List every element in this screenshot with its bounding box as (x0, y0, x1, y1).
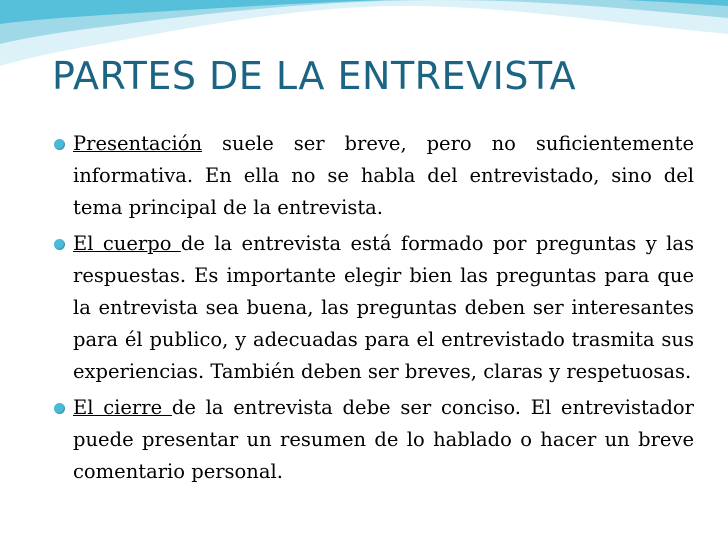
bullet-item-presentacion (52, 128, 694, 224)
bullet-item-cierre (52, 392, 694, 488)
slide-title: PARTES DE LA ENTREVISTA (52, 54, 577, 98)
bullet-dot-icon (54, 139, 65, 150)
bullet-term: El cierre (73, 396, 172, 419)
bullet-text: suele ser breve, pero no suficientemente informativa. En ella no se habla del entrevistado, sino del tema principal de la entrevista. (73, 132, 694, 219)
bullet-term: Presentación (73, 132, 203, 155)
bullet-dot-icon (54, 239, 65, 250)
bullet-term: El cuerpo (73, 232, 181, 255)
bullet-item-cuerpo (52, 228, 694, 388)
bullet-text: de la entrevista debe ser conciso. El entrevistador puede presentar un resumen de lo hablado o hacer un breve comentario personal. (73, 396, 694, 483)
bullet-list (52, 128, 694, 492)
bullet-dot-icon (54, 403, 65, 414)
bullet-text: de la entrevista está formado por preguntas y las respuestas. Es importante elegir bien las preguntas para que la entrevista sea buena, las preguntas deben ser interesantes para él publico, y adecuadas para el entrevistado trasmita sus experiencias. También deben ser breves, claras y respetuosas. (73, 232, 694, 383)
